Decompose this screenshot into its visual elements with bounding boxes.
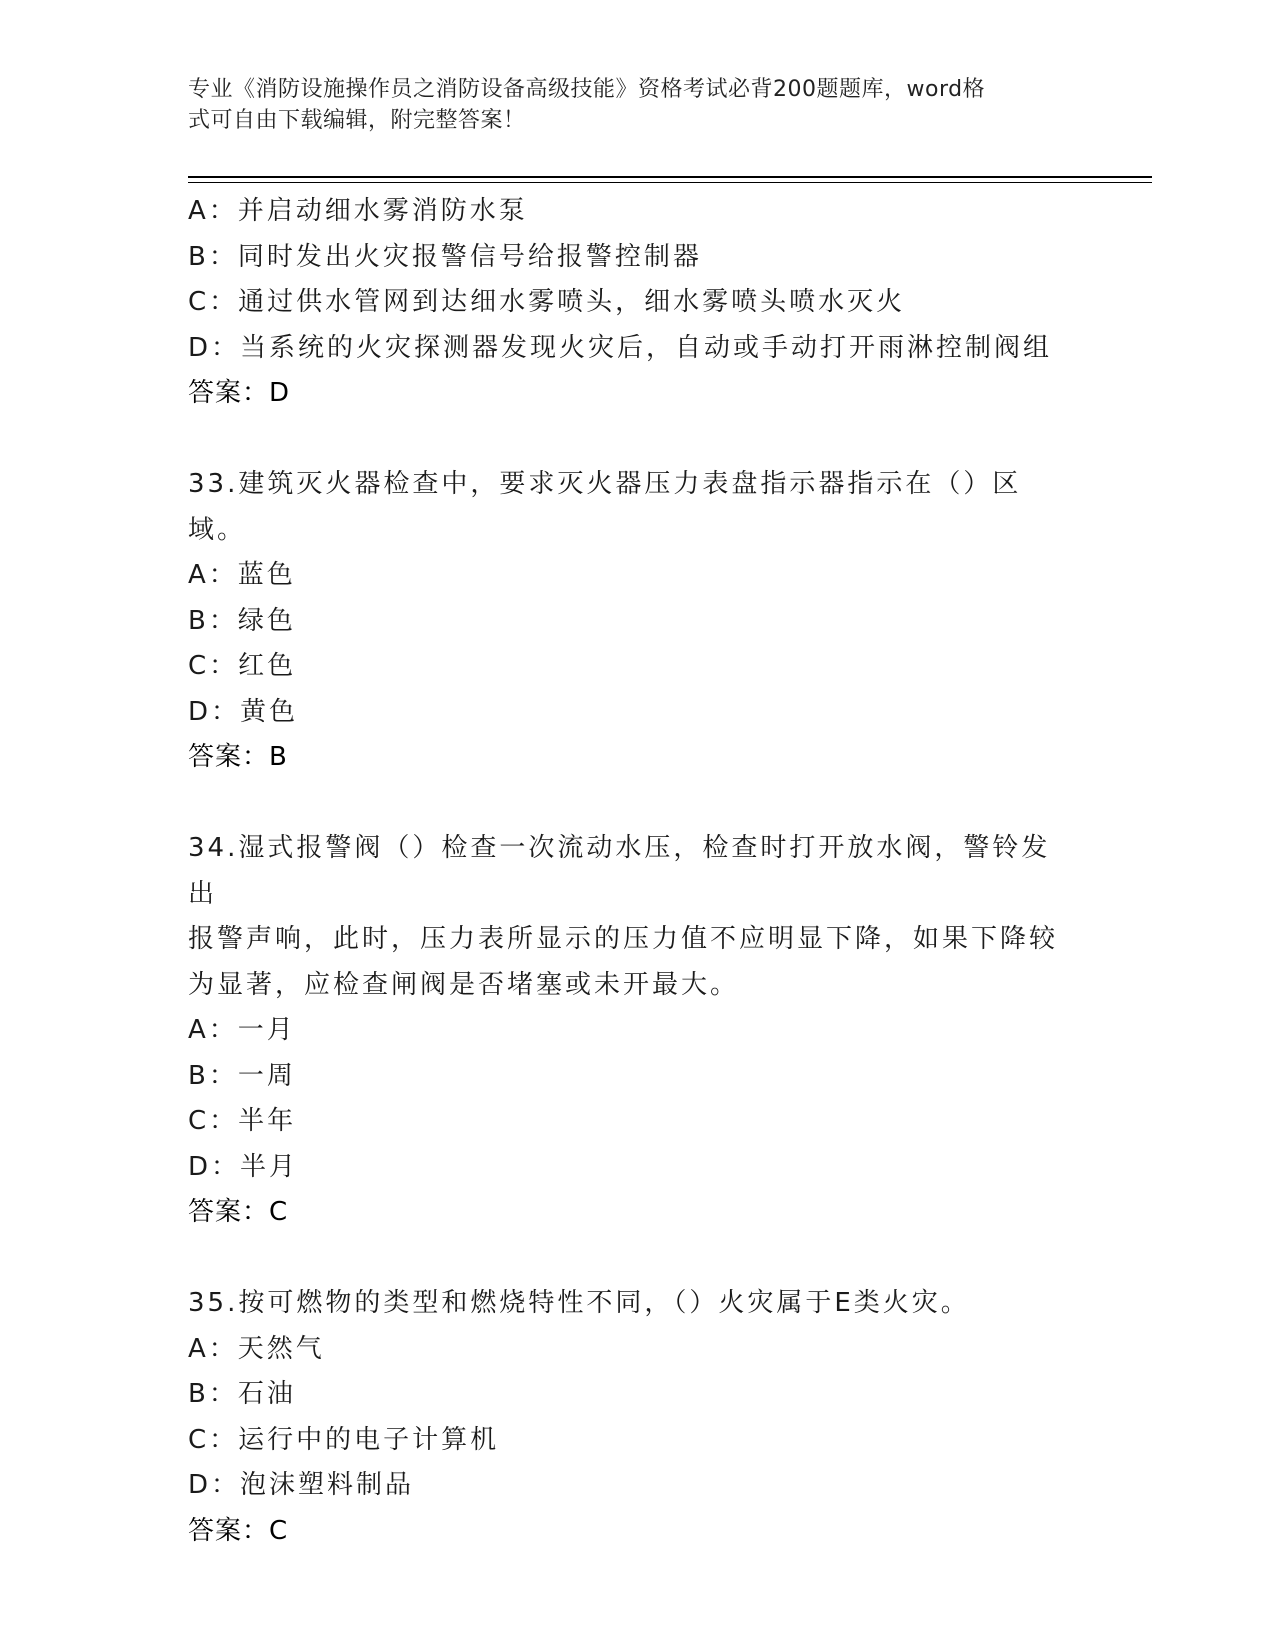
option-c: C：红色	[188, 651, 297, 681]
answer-line: 答案：C	[188, 1197, 289, 1227]
document-header	[188, 74, 1088, 136]
header-divider-thin	[188, 182, 1152, 183]
question-list	[188, 189, 1088, 1554]
option-d: D：当系统的火灾探测器发现火灾后，自动或手动打开雨淋控制阀组	[188, 332, 1053, 363]
option-c: C：半年	[188, 1106, 297, 1136]
option-a: A：蓝色	[188, 560, 296, 590]
option-b: B：一周	[188, 1060, 296, 1091]
header-title-line-2: 式可自由下载编辑，附完整答案！	[188, 108, 526, 133]
header-divider-thick	[188, 176, 1152, 178]
option-b: B：同时发出火灾报警信号给报警控制器	[188, 241, 702, 272]
option-d: D：泡沫塑料制品	[188, 1470, 415, 1500]
option-a: A：天然气	[188, 1333, 325, 1364]
question-32-continuation	[188, 189, 1088, 417]
option-a: A：一月	[188, 1015, 296, 1045]
question-34	[188, 826, 1088, 1236]
option-b: B：绿色	[188, 605, 296, 636]
option-a: A：并启动细水雾消防水泵	[188, 196, 528, 226]
header-title-line-1: 专业《消防设施操作员之消防设备高级技能》资格考试必背200题题库，word格	[188, 77, 986, 102]
question-stem-line-2: 报警声响，此时，压力表所显示的压力值不应明显下降，如果下降较	[188, 924, 1059, 954]
option-d: D：半月	[188, 1151, 299, 1182]
question-stem: 35.按可燃物的类型和燃烧特性不同，（）火灾属于E类火灾。	[188, 1288, 970, 1318]
question-stem: 33.建筑灭火器检查中，要求灭火器压力表盘指示器指示在（）区域。	[188, 469, 1022, 545]
option-c: C：运行中的电子计算机	[188, 1424, 500, 1455]
answer-line: 答案：C	[188, 1515, 289, 1546]
option-b: B：石油	[188, 1379, 296, 1409]
question-35	[188, 1281, 1088, 1554]
answer-line: 答案：D	[188, 378, 291, 408]
option-d: D：黄色	[188, 696, 299, 727]
question-stem-line-1: 34.湿式报警阀（）检查一次流动水压，检查时打开放水阀，警铃发出	[188, 833, 1051, 909]
question-33	[188, 462, 1088, 781]
answer-line: 答案：B	[188, 742, 288, 772]
option-c: C：通过供水管网到达细水雾喷头，细水雾喷头喷水灭火	[188, 287, 906, 317]
question-stem-line-3: 为显著，应检查闸阀是否堵塞或未开最大。	[188, 969, 740, 1000]
